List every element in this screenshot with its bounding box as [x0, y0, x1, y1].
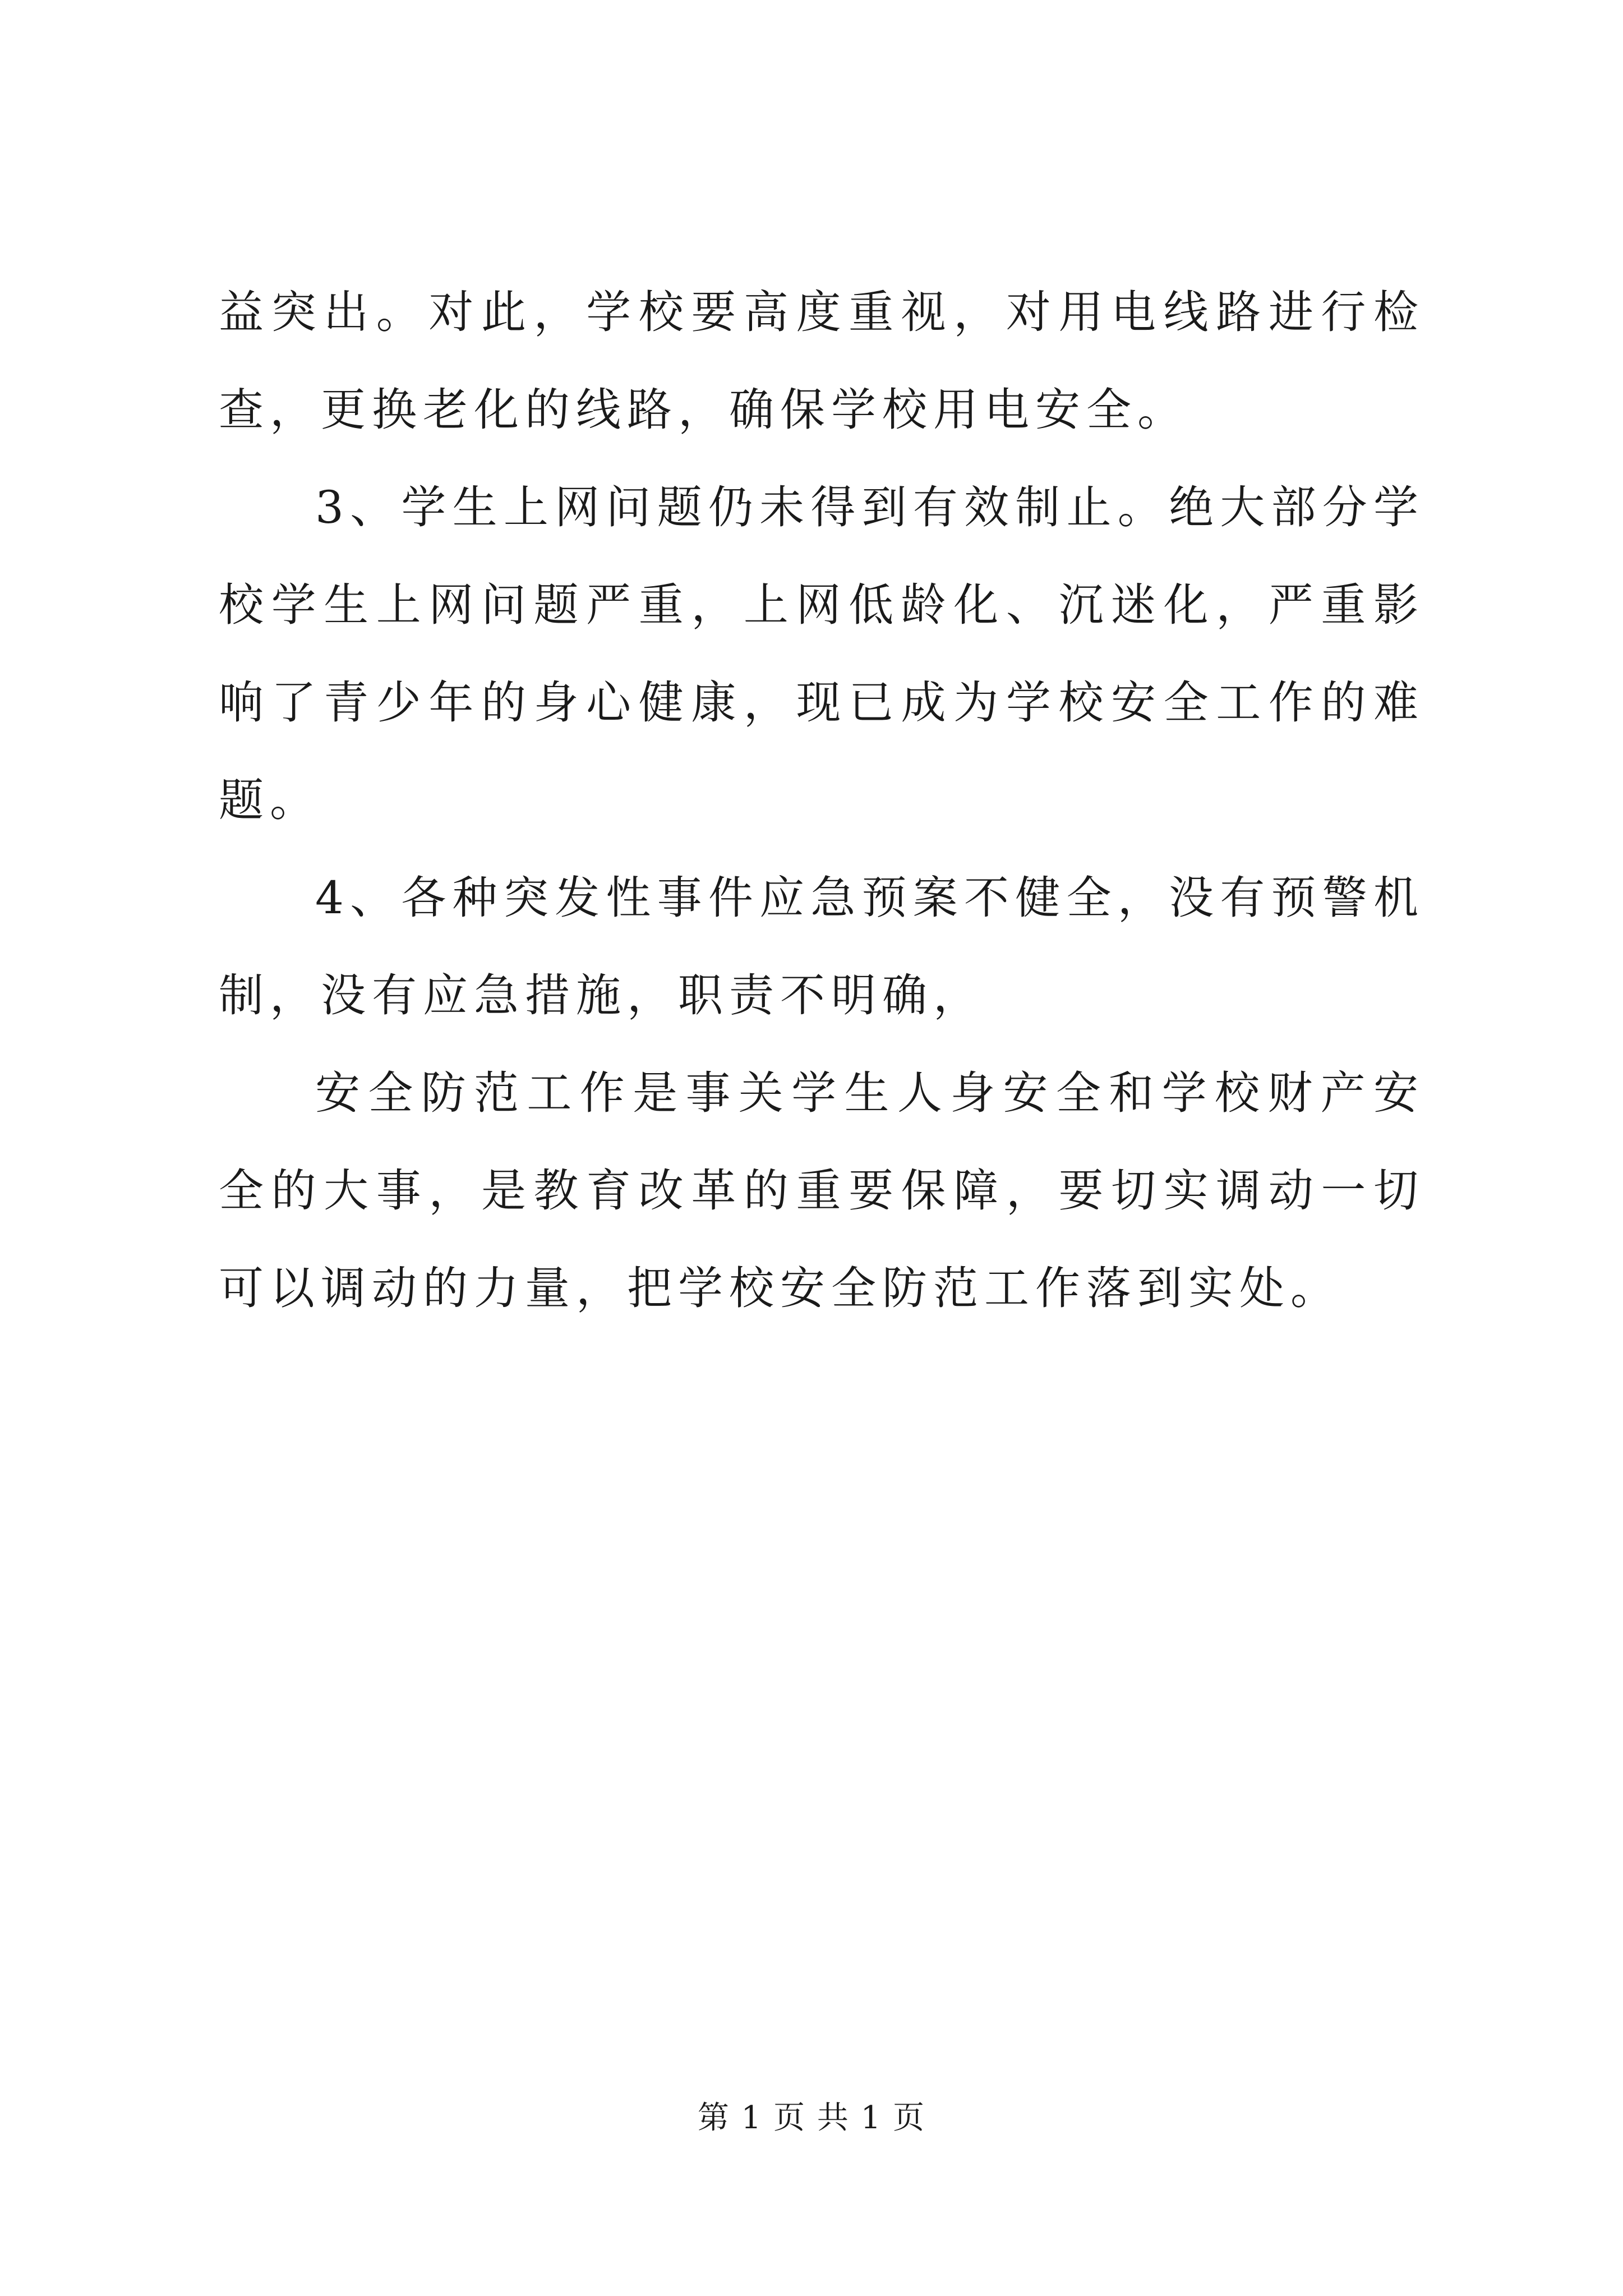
- paragraph-item-3: 3、学生上网问题仍未得到有效制止。绝大部分学校学生上网问题严重，上网低龄化、沉迷化，严重影响了青少年的身心健康，现已成为学校安全工作的难题。: [219, 481, 1424, 826]
- paragraph-conclusion: 安全防范工作是事关学生人身安全和学校财产安全的大事，是教育改革的重要保障，要切实调动一切可以调动的力量，把学校安全防范工作落到实处。: [219, 1067, 1424, 1314]
- document-body: [219, 264, 1424, 1337]
- paragraph-continuation: 益突出。对此，学校要高度重视，对用电线路进行检查，更换老化的线路，确保学校用电安全。: [219, 286, 1424, 436]
- page-number-footer: 第 1 页 共 1 页: [697, 2100, 926, 2136]
- paragraph-item-4: 4、各种突发性事件应急预案不健全，没有预警机制，没有应急措施，职责不明确，: [219, 872, 1424, 1022]
